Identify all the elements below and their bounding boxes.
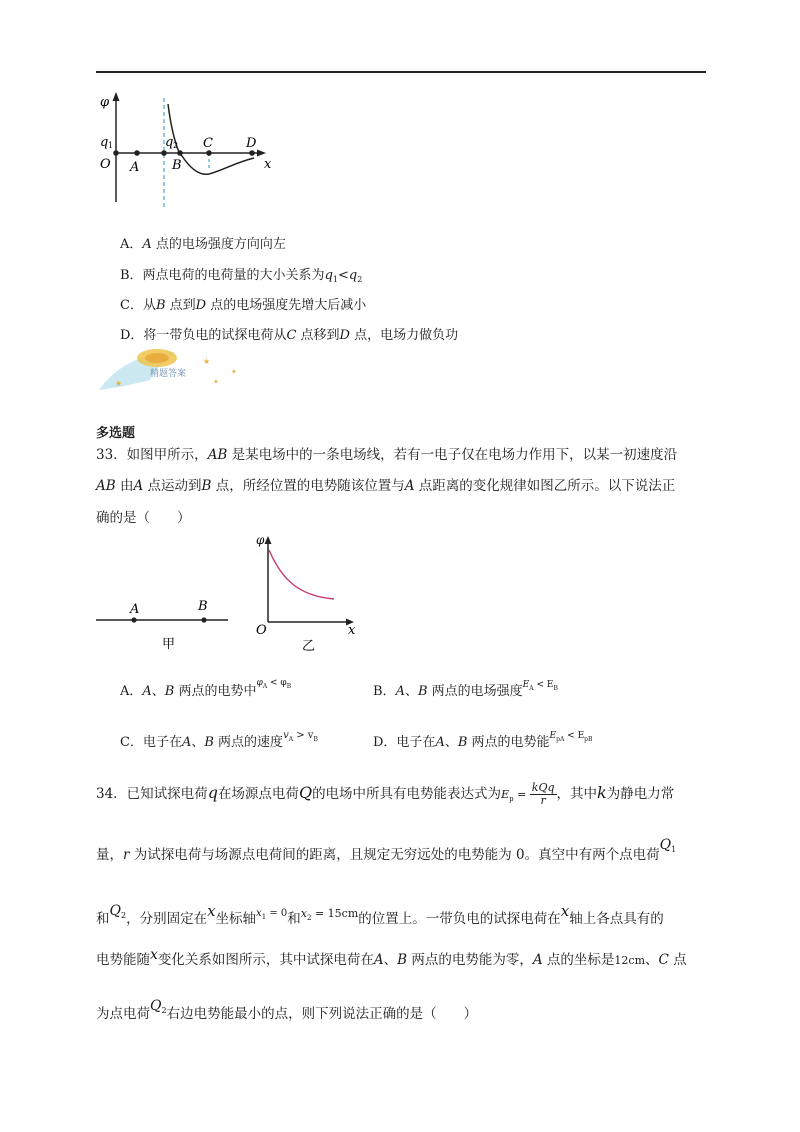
point-b bbox=[177, 150, 183, 156]
q33-option-a: A．A、B 两点的电势中$^{\varphi_A < \varphi_B}$ bbox=[120, 678, 292, 699]
q34-line-5: 为点电荷$Q_2$右边电势能最小的点，则下列说法正确的是（ ） bbox=[96, 998, 478, 1022]
q33-line-3: 确的是（ ） bbox=[96, 510, 191, 526]
yi-phi-label: φ bbox=[256, 533, 265, 547]
x-label: x bbox=[264, 157, 272, 172]
q2-sub: 2 bbox=[173, 141, 179, 150]
watermark-text: 精题答案 bbox=[150, 369, 187, 379]
svg-text:★: ★ bbox=[115, 379, 123, 388]
phi-axis-arrow-icon bbox=[113, 92, 120, 101]
q33-option-b: B．A、B 两点的电场强度$^{E_A < E_B}$ bbox=[373, 680, 558, 699]
header-rule bbox=[96, 71, 706, 73]
d-label: D bbox=[246, 136, 257, 151]
q34-line-1: 34．已知试探电荷q在场源点电荷Q的电场中所具有电势能表达式为$E_p$ = $\frac{\text{kQq}}{r}$ ，其中k为静电力常 bbox=[96, 781, 675, 807]
q32-option-d: D．将一带负电的试探电荷从C 点移到D 点，电场力做负功 bbox=[120, 328, 459, 343]
yi-potential-curve bbox=[269, 550, 334, 599]
q34-line-4: 电势能随x变化关系如图所示，其中试探电荷在A、B 两点的电势能为零，A 点的坐标是12cm、C 点 bbox=[96, 947, 687, 968]
q1-point bbox=[113, 150, 119, 156]
point-d bbox=[249, 150, 255, 156]
yi-origin-label: O bbox=[256, 623, 267, 638]
q33-line-1: 33．如图甲所示，AB 是某电场中的一条电场线，若有一电子仅在电场力作用下，以某一初速度沿 bbox=[96, 447, 678, 463]
q2-point bbox=[161, 150, 167, 156]
phi-label: φ bbox=[100, 95, 110, 110]
b-label: B bbox=[172, 158, 182, 173]
origin-label: O bbox=[100, 157, 111, 172]
x-axis-arrow-icon bbox=[257, 150, 266, 157]
q32-option-b: B．两点电荷的电荷量的大小关系为$q_1<q_2$ bbox=[120, 268, 363, 284]
q34-line-3: 和$Q_2$，分别固定在x坐标轴$^{x_1 = 0}$和$^{x_2 = 15cm}$的位置上。一带负电的试探电荷在x轴上各点具有的 bbox=[96, 902, 664, 927]
phi-x-graph-q32 bbox=[94, 90, 284, 210]
q2-label: q bbox=[165, 135, 174, 150]
watermark-logo bbox=[95, 346, 245, 394]
yi-phi-arrow-icon bbox=[265, 536, 272, 544]
jia-point-b bbox=[201, 617, 206, 622]
q34-line-2: 量，r 为试探电荷与场源点电荷间的距离，且规定无穷远处的电势能为 0。真空中有两个点电荷$Q_1$ bbox=[96, 837, 677, 863]
q33-option-d: D．电子在A、B 两点的电势能$^{E_{pA} < E_{pB}}$ bbox=[373, 731, 593, 750]
q1-sub: 1 bbox=[108, 141, 114, 150]
q32-option-a: A．A 点的电场强度方向向左 bbox=[120, 237, 286, 252]
ep-fraction: $\frac{\text{kQq}}{r}$ bbox=[531, 781, 555, 807]
jia-b-label: B bbox=[198, 599, 208, 614]
q33-line-2: AB 由A 点运动到B 点，所经位置的电势随该位置与A 点距离的变化规律如图乙所示。以下说法正 bbox=[96, 478, 676, 494]
jia-point-a bbox=[131, 617, 136, 622]
point-c bbox=[206, 150, 212, 156]
svg-text:★: ★ bbox=[203, 357, 211, 366]
svg-text:✦: ✦ bbox=[213, 378, 219, 386]
jia-caption: 甲 bbox=[162, 637, 176, 652]
figure-yi bbox=[254, 528, 364, 658]
svg-text:✦: ✦ bbox=[231, 368, 237, 376]
a-label: A bbox=[130, 160, 140, 175]
q33-option-c: C．电子在A、B 两点的速度$^{v_A > v_B}$ bbox=[120, 730, 318, 750]
q1-label: q bbox=[100, 135, 109, 150]
c-label: C bbox=[203, 136, 213, 151]
jia-a-label: A bbox=[130, 602, 140, 617]
q32-option-c: C．从B 点到D 点的电场强度先增大后减小 bbox=[120, 298, 367, 313]
figure-jia bbox=[94, 594, 230, 654]
yi-caption: 乙 bbox=[302, 639, 316, 654]
point-a bbox=[134, 150, 140, 156]
yi-x-label: x bbox=[348, 623, 356, 638]
section-title: 多选题 bbox=[96, 426, 136, 441]
